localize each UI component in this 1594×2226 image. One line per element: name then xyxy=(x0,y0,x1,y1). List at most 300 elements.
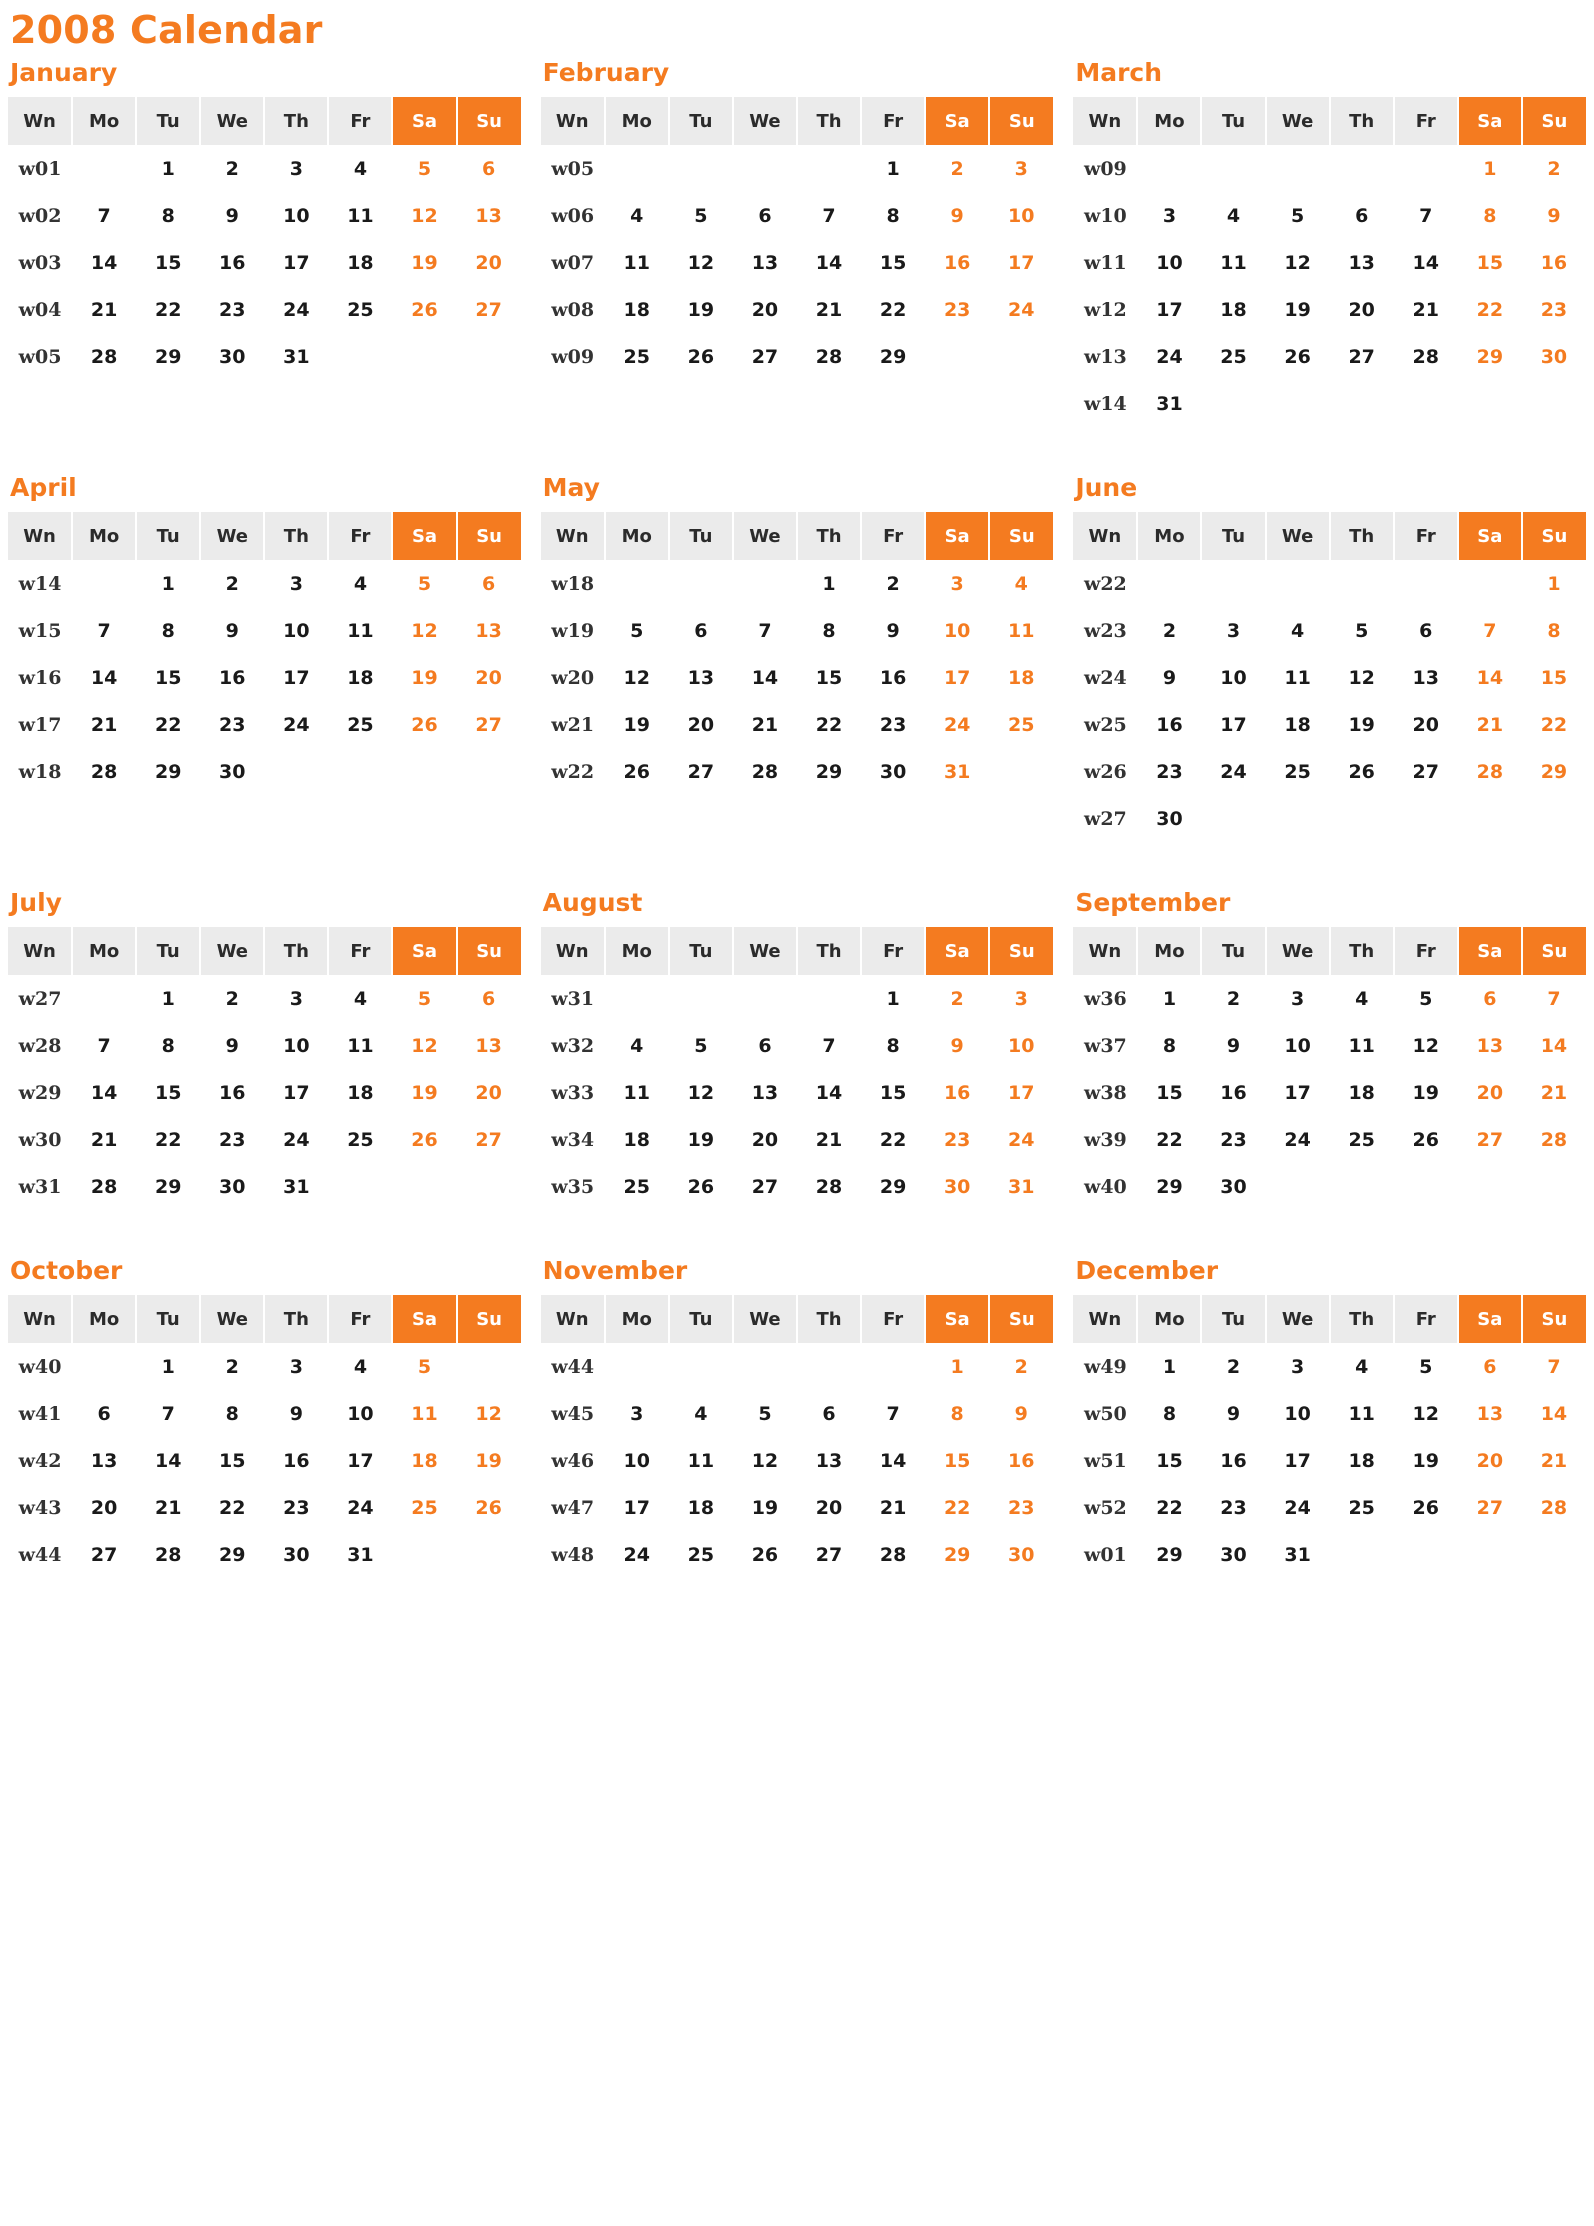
day-cell[interactable]: 5 xyxy=(758,1402,772,1425)
day-cell[interactable]: 24 xyxy=(1008,298,1035,321)
day-cell[interactable]: 13 xyxy=(475,1034,502,1057)
day-cell[interactable]: 21 xyxy=(815,1128,843,1151)
day-cell[interactable]: 13 xyxy=(1348,251,1375,274)
day-cell[interactable]: 22 xyxy=(154,298,182,321)
day-cell[interactable]: 6 xyxy=(694,619,708,642)
day-cell[interactable]: 15 xyxy=(154,1081,182,1104)
day-cell[interactable]: 6 xyxy=(1483,1355,1497,1378)
day-cell[interactable]: 14 xyxy=(751,666,779,689)
day-cell[interactable]: 4 xyxy=(1355,1355,1369,1378)
day-cell[interactable]: 26 xyxy=(623,760,650,783)
day-cell[interactable]: 11 xyxy=(623,1081,650,1104)
day-cell[interactable]: 16 xyxy=(943,251,971,274)
day-cell[interactable]: 11 xyxy=(1348,1402,1375,1425)
day-cell[interactable]: 29 xyxy=(154,345,182,368)
day-cell[interactable]: 1 xyxy=(161,572,175,595)
day-cell[interactable]: 30 xyxy=(219,760,246,783)
day-cell[interactable]: 1 xyxy=(950,1355,964,1378)
day-cell[interactable]: 7 xyxy=(161,1402,175,1425)
day-cell[interactable]: 5 xyxy=(694,204,708,227)
day-cell[interactable]: 13 xyxy=(90,1449,118,1472)
day-cell[interactable]: 8 xyxy=(1162,1034,1177,1057)
day-cell[interactable]: 26 xyxy=(1412,1128,1439,1151)
day-cell[interactable]: 22 xyxy=(1540,713,1568,736)
day-cell[interactable]: 25 xyxy=(1348,1496,1375,1519)
day-cell[interactable]: 8 xyxy=(1162,1402,1177,1425)
day-cell[interactable]: 1 xyxy=(161,987,175,1010)
day-cell[interactable]: 25 xyxy=(623,1175,650,1198)
day-cell[interactable]: 14 xyxy=(879,1449,907,1472)
day-cell[interactable]: 19 xyxy=(411,251,438,274)
day-cell[interactable]: 4 xyxy=(353,987,368,1010)
day-cell[interactable]: 16 xyxy=(879,666,907,689)
day-cell[interactable]: 16 xyxy=(219,666,246,689)
day-cell[interactable]: 17 xyxy=(347,1449,374,1472)
day-cell[interactable]: 28 xyxy=(815,1175,843,1198)
day-cell[interactable]: 30 xyxy=(943,1175,971,1198)
day-cell[interactable]: 22 xyxy=(1476,298,1504,321)
day-cell[interactable]: 28 xyxy=(1476,760,1504,783)
day-cell[interactable]: 8 xyxy=(161,619,175,642)
day-cell[interactable]: 28 xyxy=(90,760,118,783)
day-cell[interactable]: 6 xyxy=(822,1402,836,1425)
day-cell[interactable]: 10 xyxy=(1284,1034,1311,1057)
day-cell[interactable]: 20 xyxy=(475,251,502,274)
day-cell[interactable]: 25 xyxy=(411,1496,438,1519)
day-cell[interactable]: 26 xyxy=(687,1175,715,1198)
day-cell[interactable]: 5 xyxy=(417,572,432,595)
day-cell[interactable]: 12 xyxy=(1412,1402,1439,1425)
day-cell[interactable]: 16 xyxy=(219,251,246,274)
day-cell[interactable]: 15 xyxy=(154,251,182,274)
day-cell[interactable]: 15 xyxy=(879,251,907,274)
day-cell[interactable]: 10 xyxy=(283,619,310,642)
day-cell[interactable]: 29 xyxy=(815,760,843,783)
day-cell[interactable]: 5 xyxy=(417,157,432,180)
day-cell[interactable]: 10 xyxy=(623,1449,650,1472)
day-cell[interactable]: 15 xyxy=(943,1449,971,1472)
day-cell[interactable]: 21 xyxy=(815,298,843,321)
day-cell[interactable]: 21 xyxy=(90,713,118,736)
day-cell[interactable]: 3 xyxy=(1014,157,1028,180)
day-cell[interactable]: 3 xyxy=(1226,619,1241,642)
day-cell[interactable]: 16 xyxy=(1156,713,1183,736)
day-cell[interactable]: 15 xyxy=(219,1449,246,1472)
day-cell[interactable]: 26 xyxy=(1284,345,1311,368)
day-cell[interactable]: 3 xyxy=(1014,987,1028,1010)
day-cell[interactable]: 5 xyxy=(630,619,644,642)
day-cell[interactable]: 26 xyxy=(1412,1496,1439,1519)
day-cell[interactable]: 10 xyxy=(347,1402,374,1425)
day-cell[interactable]: 22 xyxy=(154,1128,182,1151)
day-cell[interactable]: 23 xyxy=(1540,298,1568,321)
day-cell[interactable]: 24 xyxy=(1008,1128,1035,1151)
day-cell[interactable]: 20 xyxy=(687,713,715,736)
day-cell[interactable]: 13 xyxy=(1476,1402,1504,1425)
day-cell[interactable]: 7 xyxy=(886,1402,900,1425)
day-cell[interactable]: 16 xyxy=(943,1081,971,1104)
day-cell[interactable]: 21 xyxy=(154,1496,182,1519)
day-cell[interactable]: 7 xyxy=(758,619,772,642)
day-cell[interactable]: 24 xyxy=(283,1128,310,1151)
day-cell[interactable]: 28 xyxy=(1540,1496,1568,1519)
day-cell[interactable]: 4 xyxy=(353,572,368,595)
day-cell[interactable]: 6 xyxy=(1419,619,1433,642)
day-cell[interactable]: 30 xyxy=(283,1543,310,1566)
day-cell[interactable]: 8 xyxy=(161,1034,175,1057)
day-cell[interactable]: 14 xyxy=(1540,1402,1568,1425)
day-cell[interactable]: 29 xyxy=(1156,1175,1183,1198)
day-cell[interactable]: 1 xyxy=(161,1355,175,1378)
day-cell[interactable]: 6 xyxy=(97,1402,111,1425)
day-cell[interactable]: 15 xyxy=(1156,1449,1183,1472)
day-cell[interactable]: 19 xyxy=(1284,298,1311,321)
day-cell[interactable]: 16 xyxy=(219,1081,246,1104)
day-cell[interactable]: 26 xyxy=(411,298,438,321)
day-cell[interactable]: 25 xyxy=(623,345,650,368)
day-cell[interactable]: 25 xyxy=(1008,713,1035,736)
day-cell[interactable]: 23 xyxy=(943,1128,971,1151)
day-cell[interactable]: 7 xyxy=(1547,1355,1561,1378)
day-cell[interactable]: 25 xyxy=(347,298,374,321)
day-cell[interactable]: 9 xyxy=(1226,1034,1241,1057)
day-cell[interactable]: 13 xyxy=(815,1449,843,1472)
day-cell[interactable]: 4 xyxy=(694,1402,708,1425)
day-cell[interactable]: 11 xyxy=(347,204,374,227)
day-cell[interactable]: 20 xyxy=(1348,298,1375,321)
day-cell[interactable]: 21 xyxy=(879,1496,907,1519)
day-cell[interactable]: 5 xyxy=(417,1355,432,1378)
day-cell[interactable]: 31 xyxy=(283,345,310,368)
day-cell[interactable]: 26 xyxy=(751,1543,779,1566)
day-cell[interactable]: 31 xyxy=(1284,1543,1311,1566)
day-cell[interactable]: 9 xyxy=(886,619,900,642)
day-cell[interactable]: 30 xyxy=(1220,1543,1247,1566)
day-cell[interactable]: 8 xyxy=(822,619,836,642)
day-cell[interactable]: 20 xyxy=(90,1496,118,1519)
day-cell[interactable]: 2 xyxy=(1547,157,1561,180)
day-cell[interactable]: 30 xyxy=(879,760,907,783)
day-cell[interactable]: 23 xyxy=(219,713,246,736)
day-cell[interactable]: 3 xyxy=(289,1355,303,1378)
day-cell[interactable]: 20 xyxy=(475,1081,502,1104)
day-cell[interactable]: 28 xyxy=(1540,1128,1568,1151)
day-cell[interactable]: 13 xyxy=(751,251,779,274)
day-cell[interactable]: 27 xyxy=(475,298,502,321)
day-cell[interactable]: 30 xyxy=(1220,1175,1247,1198)
day-cell[interactable]: 27 xyxy=(475,713,502,736)
day-cell[interactable]: 7 xyxy=(1419,204,1433,227)
day-cell[interactable]: 17 xyxy=(943,666,971,689)
day-cell[interactable]: 18 xyxy=(347,666,374,689)
day-cell[interactable]: 15 xyxy=(1540,666,1568,689)
day-cell[interactable]: 23 xyxy=(1008,1496,1035,1519)
day-cell[interactable]: 3 xyxy=(630,1402,644,1425)
day-cell[interactable]: 16 xyxy=(1220,1081,1247,1104)
day-cell[interactable]: 17 xyxy=(1156,298,1183,321)
day-cell[interactable]: 29 xyxy=(943,1543,971,1566)
day-cell[interactable]: 26 xyxy=(411,1128,438,1151)
day-cell[interactable]: 27 xyxy=(1348,345,1375,368)
day-cell[interactable]: 11 xyxy=(347,619,374,642)
day-cell[interactable]: 12 xyxy=(623,666,650,689)
day-cell[interactable]: 29 xyxy=(879,345,907,368)
day-cell[interactable]: 27 xyxy=(751,1175,779,1198)
day-cell[interactable]: 7 xyxy=(97,204,111,227)
day-cell[interactable]: 9 xyxy=(950,204,964,227)
day-cell[interactable]: 16 xyxy=(1220,1449,1247,1472)
day-cell[interactable]: 21 xyxy=(1476,713,1504,736)
day-cell[interactable]: 21 xyxy=(751,713,779,736)
day-cell[interactable]: 16 xyxy=(283,1449,310,1472)
day-cell[interactable]: 6 xyxy=(1355,204,1369,227)
day-cell[interactable]: 11 xyxy=(1008,619,1035,642)
day-cell[interactable]: 12 xyxy=(751,1449,779,1472)
day-cell[interactable]: 2 xyxy=(1226,1355,1241,1378)
day-cell[interactable]: 14 xyxy=(815,251,843,274)
day-cell[interactable]: 23 xyxy=(1220,1128,1247,1151)
day-cell[interactable]: 30 xyxy=(1008,1543,1035,1566)
day-cell[interactable]: 22 xyxy=(219,1496,246,1519)
day-cell[interactable]: 20 xyxy=(1476,1081,1504,1104)
day-cell[interactable]: 23 xyxy=(219,1128,246,1151)
day-cell[interactable]: 7 xyxy=(1547,987,1561,1010)
day-cell[interactable]: 6 xyxy=(481,572,496,595)
day-cell[interactable]: 14 xyxy=(815,1081,843,1104)
day-cell[interactable]: 29 xyxy=(219,1543,246,1566)
day-cell[interactable]: 5 xyxy=(1355,619,1369,642)
day-cell[interactable]: 5 xyxy=(694,1034,708,1057)
day-cell[interactable]: 29 xyxy=(154,1175,182,1198)
day-cell[interactable]: 17 xyxy=(1008,251,1035,274)
day-cell[interactable]: 11 xyxy=(347,1034,374,1057)
day-cell[interactable]: 25 xyxy=(1220,345,1247,368)
day-cell[interactable]: 2 xyxy=(1162,619,1177,642)
day-cell[interactable]: 22 xyxy=(154,713,182,736)
day-cell[interactable]: 18 xyxy=(623,298,650,321)
day-cell[interactable]: 11 xyxy=(623,251,650,274)
day-cell[interactable]: 19 xyxy=(623,713,650,736)
day-cell[interactable]: 28 xyxy=(90,1175,118,1198)
day-cell[interactable]: 4 xyxy=(630,1034,644,1057)
day-cell[interactable]: 8 xyxy=(1483,204,1497,227)
day-cell[interactable]: 1 xyxy=(822,572,836,595)
day-cell[interactable]: 18 xyxy=(411,1449,438,1472)
day-cell[interactable]: 15 xyxy=(879,1081,907,1104)
day-cell[interactable]: 4 xyxy=(353,157,368,180)
day-cell[interactable]: 19 xyxy=(1412,1081,1439,1104)
day-cell[interactable]: 22 xyxy=(1156,1496,1183,1519)
day-cell[interactable]: 19 xyxy=(751,1496,779,1519)
day-cell[interactable]: 9 xyxy=(289,1402,303,1425)
day-cell[interactable]: 27 xyxy=(815,1543,843,1566)
day-cell[interactable]: 1 xyxy=(886,987,900,1010)
day-cell[interactable]: 18 xyxy=(687,1496,715,1519)
day-cell[interactable]: 20 xyxy=(815,1496,843,1519)
day-cell[interactable]: 2 xyxy=(225,987,239,1010)
day-cell[interactable]: 15 xyxy=(1156,1081,1183,1104)
day-cell[interactable]: 26 xyxy=(475,1496,502,1519)
day-cell[interactable]: 22 xyxy=(815,713,843,736)
day-cell[interactable]: 12 xyxy=(475,1402,502,1425)
day-cell[interactable]: 31 xyxy=(347,1543,374,1566)
day-cell[interactable]: 2 xyxy=(225,1355,239,1378)
day-cell[interactable]: 9 xyxy=(950,1034,964,1057)
day-cell[interactable]: 25 xyxy=(347,1128,374,1151)
day-cell[interactable]: 11 xyxy=(1284,666,1311,689)
day-cell[interactable]: 27 xyxy=(687,760,715,783)
day-cell[interactable]: 23 xyxy=(943,298,971,321)
day-cell[interactable]: 8 xyxy=(1547,619,1561,642)
day-cell[interactable]: 17 xyxy=(283,666,310,689)
day-cell[interactable]: 23 xyxy=(283,1496,310,1519)
day-cell[interactable]: 12 xyxy=(687,1081,715,1104)
day-cell[interactable]: 9 xyxy=(1014,1402,1028,1425)
day-cell[interactable]: 30 xyxy=(1540,345,1568,368)
day-cell[interactable]: 10 xyxy=(1156,251,1183,274)
day-cell[interactable]: 13 xyxy=(1476,1034,1504,1057)
day-cell[interactable]: 31 xyxy=(283,1175,310,1198)
day-cell[interactable]: 10 xyxy=(1008,204,1035,227)
day-cell[interactable]: 20 xyxy=(1412,713,1439,736)
day-cell[interactable]: 27 xyxy=(1476,1496,1504,1519)
day-cell[interactable]: 1 xyxy=(886,157,900,180)
day-cell[interactable]: 12 xyxy=(411,619,438,642)
day-cell[interactable]: 25 xyxy=(347,713,374,736)
day-cell[interactable]: 18 xyxy=(347,251,374,274)
day-cell[interactable]: 4 xyxy=(353,1355,368,1378)
day-cell[interactable]: 30 xyxy=(219,1175,246,1198)
day-cell[interactable]: 1 xyxy=(1162,987,1177,1010)
day-cell[interactable]: 1 xyxy=(1547,572,1561,595)
day-cell[interactable]: 14 xyxy=(90,1081,118,1104)
day-cell[interactable]: 22 xyxy=(879,298,907,321)
day-cell[interactable]: 10 xyxy=(943,619,971,642)
day-cell[interactable]: 6 xyxy=(481,987,496,1010)
day-cell[interactable]: 26 xyxy=(687,345,715,368)
day-cell[interactable]: 14 xyxy=(1412,251,1439,274)
day-cell[interactable]: 5 xyxy=(1290,204,1305,227)
day-cell[interactable]: 8 xyxy=(225,1402,239,1425)
day-cell[interactable]: 10 xyxy=(283,204,310,227)
day-cell[interactable]: 14 xyxy=(1476,666,1504,689)
day-cell[interactable]: 15 xyxy=(154,666,182,689)
day-cell[interactable]: 5 xyxy=(417,987,432,1010)
day-cell[interactable]: 16 xyxy=(1008,1449,1035,1472)
day-cell[interactable]: 14 xyxy=(90,666,118,689)
day-cell[interactable]: 17 xyxy=(1284,1081,1311,1104)
day-cell[interactable]: 26 xyxy=(1348,760,1375,783)
day-cell[interactable]: 4 xyxy=(1355,987,1369,1010)
day-cell[interactable]: 4 xyxy=(1226,204,1241,227)
day-cell[interactable]: 4 xyxy=(1014,572,1028,595)
day-cell[interactable]: 24 xyxy=(1220,760,1247,783)
day-cell[interactable]: 29 xyxy=(1540,760,1568,783)
day-cell[interactable]: 29 xyxy=(879,1175,907,1198)
day-cell[interactable]: 7 xyxy=(822,1034,836,1057)
day-cell[interactable]: 14 xyxy=(1540,1034,1568,1057)
day-cell[interactable]: 30 xyxy=(1156,807,1183,830)
day-cell[interactable]: 25 xyxy=(1348,1128,1375,1151)
day-cell[interactable]: 12 xyxy=(411,204,438,227)
day-cell[interactable]: 11 xyxy=(411,1402,438,1425)
day-cell[interactable]: 3 xyxy=(1290,1355,1305,1378)
day-cell[interactable]: 28 xyxy=(751,760,779,783)
day-cell[interactable]: 18 xyxy=(1348,1449,1375,1472)
day-cell[interactable]: 1 xyxy=(1162,1355,1177,1378)
day-cell[interactable]: 22 xyxy=(1156,1128,1183,1151)
day-cell[interactable]: 7 xyxy=(97,619,111,642)
day-cell[interactable]: 8 xyxy=(161,204,175,227)
day-cell[interactable]: 24 xyxy=(283,713,310,736)
day-cell[interactable]: 31 xyxy=(1156,392,1183,415)
day-cell[interactable]: 23 xyxy=(879,713,907,736)
day-cell[interactable]: 11 xyxy=(687,1449,715,1472)
day-cell[interactable]: 10 xyxy=(1008,1034,1035,1057)
day-cell[interactable]: 11 xyxy=(1348,1034,1375,1057)
day-cell[interactable]: 5 xyxy=(1419,1355,1433,1378)
day-cell[interactable]: 24 xyxy=(283,298,310,321)
day-cell[interactable]: 18 xyxy=(623,1128,650,1151)
day-cell[interactable]: 20 xyxy=(751,298,779,321)
day-cell[interactable]: 3 xyxy=(1162,204,1177,227)
day-cell[interactable]: 9 xyxy=(225,1034,239,1057)
day-cell[interactable]: 20 xyxy=(751,1128,779,1151)
day-cell[interactable]: 2 xyxy=(225,157,239,180)
day-cell[interactable]: 25 xyxy=(1284,760,1311,783)
day-cell[interactable]: 22 xyxy=(879,1128,907,1151)
day-cell[interactable]: 18 xyxy=(1008,666,1035,689)
day-cell[interactable]: 28 xyxy=(815,345,843,368)
day-cell[interactable]: 29 xyxy=(1476,345,1504,368)
day-cell[interactable]: 19 xyxy=(1412,1449,1439,1472)
day-cell[interactable]: 31 xyxy=(943,760,971,783)
day-cell[interactable]: 3 xyxy=(1290,987,1305,1010)
day-cell[interactable]: 2 xyxy=(886,572,900,595)
day-cell[interactable]: 27 xyxy=(1412,760,1439,783)
day-cell[interactable]: 17 xyxy=(283,251,310,274)
day-cell[interactable]: 14 xyxy=(154,1449,182,1472)
day-cell[interactable]: 20 xyxy=(1476,1449,1504,1472)
day-cell[interactable]: 29 xyxy=(154,760,182,783)
day-cell[interactable]: 17 xyxy=(1220,713,1247,736)
day-cell[interactable]: 2 xyxy=(225,572,239,595)
day-cell[interactable]: 18 xyxy=(1348,1081,1375,1104)
day-cell[interactable]: 21 xyxy=(1540,1449,1568,1472)
day-cell[interactable]: 7 xyxy=(1483,619,1497,642)
day-cell[interactable]: 28 xyxy=(154,1543,182,1566)
day-cell[interactable]: 26 xyxy=(411,713,438,736)
day-cell[interactable]: 27 xyxy=(90,1543,118,1566)
day-cell[interactable]: 7 xyxy=(822,204,836,227)
day-cell[interactable]: 19 xyxy=(411,666,438,689)
day-cell[interactable]: 12 xyxy=(687,251,715,274)
day-cell[interactable]: 24 xyxy=(1284,1128,1311,1151)
day-cell[interactable]: 24 xyxy=(1284,1496,1311,1519)
day-cell[interactable]: 21 xyxy=(90,298,118,321)
day-cell[interactable]: 13 xyxy=(475,619,502,642)
day-cell[interactable]: 13 xyxy=(1412,666,1439,689)
day-cell[interactable]: 29 xyxy=(1156,1543,1183,1566)
day-cell[interactable]: 12 xyxy=(1412,1034,1439,1057)
day-cell[interactable]: 3 xyxy=(289,157,303,180)
day-cell[interactable]: 18 xyxy=(1220,298,1247,321)
day-cell[interactable]: 19 xyxy=(1348,713,1375,736)
day-cell[interactable]: 16 xyxy=(1540,251,1568,274)
day-cell[interactable]: 19 xyxy=(475,1449,502,1472)
day-cell[interactable]: 3 xyxy=(289,572,303,595)
day-cell[interactable]: 23 xyxy=(1156,760,1183,783)
